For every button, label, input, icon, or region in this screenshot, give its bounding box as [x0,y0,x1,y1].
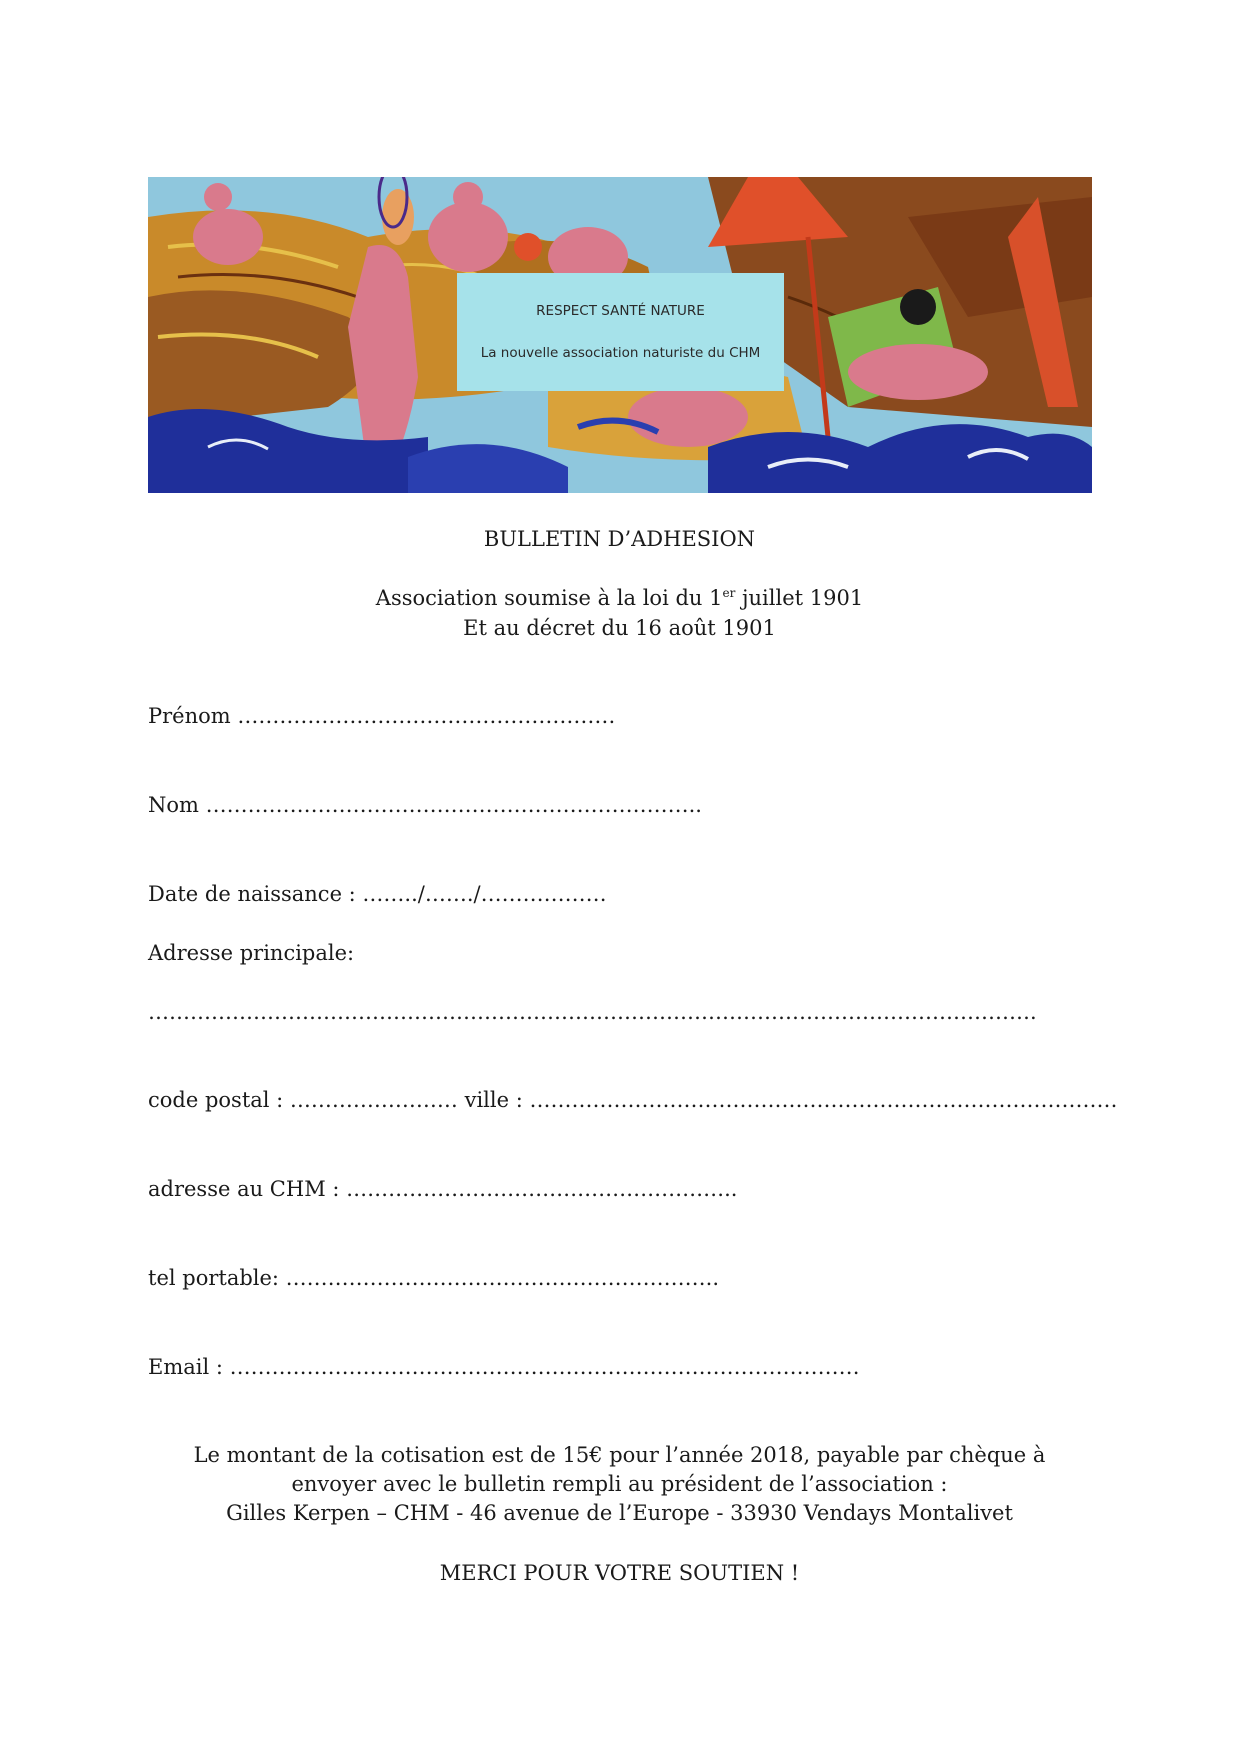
legal-line-1 [0,583,1239,613]
header-banner [148,177,1092,493]
legal-line-1-end: juillet 1901 [735,586,864,610]
banner-title: RESPECT SANTÉ NATURE [536,303,705,319]
banner-caption-box [457,273,784,391]
legal-line-1-start: Association soumise à la loi du 1 [375,586,723,610]
chm-address-field: adresse au CHM : ……………………………………………….. [148,1177,738,1201]
postal-city-field: code postal : …………………… ville : ………………………………………………………………………… [148,1088,1118,1112]
email-field: Email : ……………………………………………………………………………… [148,1355,860,1379]
phone-field: tel portable: …………………………………………………….. [148,1266,720,1290]
birthdate-field: Date de naissance : ……../……./……………… [148,882,607,906]
president-address: Gilles Kerpen – CHM - 46 avenue de l’Europe - 33930 Vendays Montalivet [226,1501,1013,1525]
address-line: ………………………………………………………………………………………………………………. [148,1000,1037,1024]
fee-line-2: envoyer avec le bulletin rempli au président de l’association : [291,1472,948,1496]
form-heading: BULLETIN D’ADHESION [483,527,756,551]
prenom-field: Prénom ……………………………………………… [148,704,616,728]
fee-line-1: Le montant de la cotisation est de 15€ pour l’année 2018, payable par chèque à [193,1443,1046,1467]
address-label: Adresse principale: [148,941,355,965]
thanks-line: MERCI POUR VOTRE SOUTIEN ! [439,1561,800,1585]
legal-line-1-superscript: er [722,586,736,600]
banner-subtitle: La nouvelle association naturiste du CHM [480,345,761,361]
legal-line-2: Et au décret du 16 août 1901 [463,616,776,640]
nom-field: Nom …………………………………………………………….. [148,793,702,817]
